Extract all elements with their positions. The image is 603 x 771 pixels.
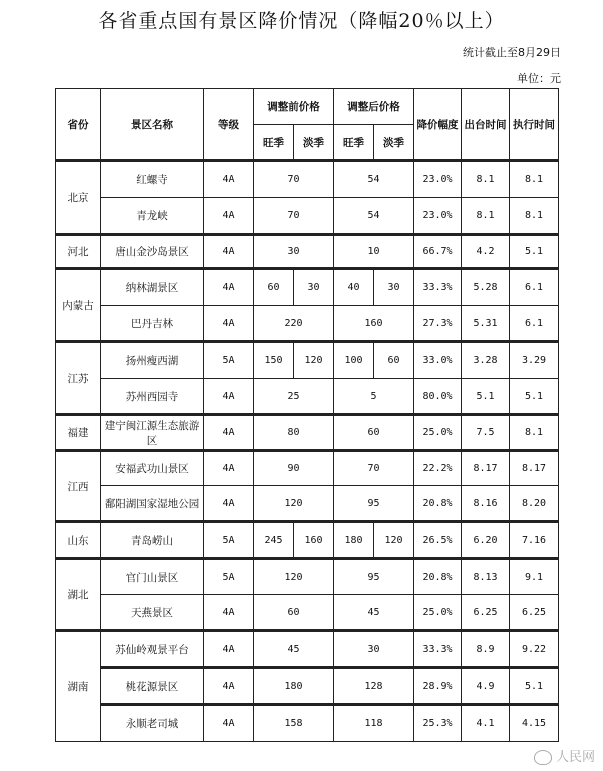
execute-date: 8.20	[510, 486, 559, 522]
execute-date: 8.17	[510, 451, 559, 486]
before-price: 90	[254, 451, 334, 486]
drop-rate: 23.0%	[414, 198, 462, 235]
drop-rate: 25.0%	[414, 595, 462, 631]
header-grade: 等级	[204, 89, 254, 161]
announce-date: 5.31	[462, 306, 510, 342]
scenic-name: 官门山景区	[101, 559, 204, 595]
province-cell: 湖南	[56, 631, 101, 742]
table-row	[56, 522, 559, 559]
execute-date: 3.29	[510, 342, 559, 379]
scenic-name: 安福武功山景区	[101, 451, 204, 486]
header-after-peak: 旺季	[334, 125, 374, 161]
before-price: 70	[254, 198, 334, 235]
after-price: 54	[334, 198, 414, 235]
table-row	[56, 451, 559, 486]
execute-date: 8.1	[510, 415, 559, 451]
drop-rate: 23.0%	[414, 161, 462, 198]
table-row	[56, 161, 559, 198]
drop-rate: 27.3%	[414, 306, 462, 342]
drop-rate: 20.8%	[414, 486, 462, 522]
scenic-name: 永顺老司城	[101, 705, 204, 742]
table-row	[56, 559, 559, 595]
execute-date: 6.1	[510, 269, 559, 306]
grade: 4A	[204, 451, 254, 486]
grade: 4A	[204, 631, 254, 668]
execute-date: 9.1	[510, 559, 559, 595]
province-cell: 内蒙古	[56, 269, 101, 342]
before-price: 70	[254, 161, 334, 198]
drop-rate: 33.3%	[414, 269, 462, 306]
announce-date: 5.1	[462, 379, 510, 415]
province-cell: 江苏	[56, 342, 101, 415]
drop-rate: 28.9%	[414, 668, 462, 705]
drop-rate: 20.8%	[414, 559, 462, 595]
grade: 4A	[204, 379, 254, 415]
scenic-name: 桃花源景区	[101, 668, 204, 705]
table-row	[56, 379, 559, 415]
announce-date: 5.28	[462, 269, 510, 306]
before-peak-price: 245	[254, 522, 294, 559]
after-peak-price: 40	[334, 269, 374, 306]
grade: 4A	[204, 668, 254, 705]
execute-date: 6.1	[510, 306, 559, 342]
before-off-price: 160	[294, 522, 334, 559]
province-cell: 福建	[56, 415, 101, 451]
grade: 4A	[204, 198, 254, 235]
table-row	[56, 668, 559, 705]
announce-date: 8.16	[462, 486, 510, 522]
before-price: 60	[254, 595, 334, 631]
scenic-name: 纳林湖景区	[101, 269, 204, 306]
grade: 4A	[204, 595, 254, 631]
drop-rate: 66.7%	[414, 235, 462, 269]
execute-date: 8.1	[510, 198, 559, 235]
province-cell: 山东	[56, 522, 101, 559]
announce-date: 8.1	[462, 161, 510, 198]
table-row	[56, 486, 559, 522]
header-after-price: 调整后价格	[334, 89, 414, 125]
after-peak-price: 100	[334, 342, 374, 379]
announce-date: 6.25	[462, 595, 510, 631]
execute-date: 4.15	[510, 705, 559, 742]
drop-rate: 25.3%	[414, 705, 462, 742]
drop-rate: 26.5%	[414, 522, 462, 559]
table-row	[56, 595, 559, 631]
table-row	[56, 235, 559, 269]
province-cell: 河北	[56, 235, 101, 269]
announce-date: 4.9	[462, 668, 510, 705]
grade: 4A	[204, 161, 254, 198]
grade: 4A	[204, 415, 254, 451]
province-cell: 北京	[56, 161, 101, 235]
announce-date: 8.9	[462, 631, 510, 668]
after-price: 5	[334, 379, 414, 415]
weibo-logo-icon	[534, 750, 552, 765]
after-price: 45	[334, 595, 414, 631]
announce-date: 6.20	[462, 522, 510, 559]
page-title: 各省重点国有景区降价情况（降幅20％以上）	[98, 10, 505, 32]
before-price: 120	[254, 486, 334, 522]
unit-label: 单位：元	[517, 72, 561, 85]
execute-date: 5.1	[510, 235, 559, 269]
announce-date: 8.13	[462, 559, 510, 595]
announce-date: 8.1	[462, 198, 510, 235]
grade: 5A	[204, 342, 254, 379]
header-province: 省份	[56, 89, 101, 161]
stat-date: 统计截止至8月29日	[463, 46, 561, 59]
drop-rate: 22.2%	[414, 451, 462, 486]
grade: 5A	[204, 522, 254, 559]
header-announce: 出台时间	[462, 89, 510, 161]
grade: 4A	[204, 486, 254, 522]
announce-date: 8.17	[462, 451, 510, 486]
after-price: 70	[334, 451, 414, 486]
province-cell: 湖北	[56, 559, 101, 631]
header-before-peak: 旺季	[254, 125, 294, 161]
scenic-name: 扬州瘦西湖	[101, 342, 204, 379]
scenic-name: 唐山金沙岛景区	[101, 235, 204, 269]
header-before-off: 淡季	[294, 125, 334, 161]
scenic-name: 鄱阳湖国家湿地公园	[101, 486, 204, 522]
grade: 4A	[204, 306, 254, 342]
table-row	[56, 631, 559, 668]
after-price: 160	[334, 306, 414, 342]
price-table	[55, 88, 559, 742]
execute-date: 5.1	[510, 668, 559, 705]
after-price: 128	[334, 668, 414, 705]
announce-date: 7.5	[462, 415, 510, 451]
scenic-name: 天燕景区	[101, 595, 204, 631]
announce-date: 4.2	[462, 235, 510, 269]
table-row	[56, 306, 559, 342]
before-price: 180	[254, 668, 334, 705]
after-price: 118	[334, 705, 414, 742]
before-peak-price: 60	[254, 269, 294, 306]
before-off-price: 120	[294, 342, 334, 379]
before-price: 45	[254, 631, 334, 668]
drop-rate: 33.0%	[414, 342, 462, 379]
announce-date: 4.1	[462, 705, 510, 742]
watermark-text: 人民网	[555, 750, 595, 765]
province-cell: 江西	[56, 451, 101, 522]
after-price: 54	[334, 161, 414, 198]
scenic-name: 青岛崂山	[101, 522, 204, 559]
before-off-price: 30	[294, 269, 334, 306]
execute-date: 6.25	[510, 595, 559, 631]
grade: 4A	[204, 705, 254, 742]
after-price: 10	[334, 235, 414, 269]
after-price: 95	[334, 486, 414, 522]
header-after-off: 淡季	[374, 125, 414, 161]
after-price: 95	[334, 559, 414, 595]
drop-rate: 33.3%	[414, 631, 462, 668]
table-row	[56, 705, 559, 742]
header-before-price: 调整前价格	[254, 89, 334, 125]
scenic-name: 巴丹吉林	[101, 306, 204, 342]
execute-date: 8.1	[510, 161, 559, 198]
after-off-price: 30	[374, 269, 414, 306]
before-price: 220	[254, 306, 334, 342]
header-drop: 降价幅度	[414, 89, 462, 161]
scenic-name: 苏仙岭观景平台	[101, 631, 204, 668]
execute-date: 5.1	[510, 379, 559, 415]
before-peak-price: 150	[254, 342, 294, 379]
scenic-name: 建宁闽江源生态旅游区	[101, 415, 204, 451]
grade: 4A	[204, 269, 254, 306]
announce-date: 3.28	[462, 342, 510, 379]
after-price: 60	[334, 415, 414, 451]
drop-rate: 25.0%	[414, 415, 462, 451]
before-price: 80	[254, 415, 334, 451]
after-off-price: 60	[374, 342, 414, 379]
after-price: 30	[334, 631, 414, 668]
after-off-price: 120	[374, 522, 414, 559]
before-price: 30	[254, 235, 334, 269]
before-price: 120	[254, 559, 334, 595]
execute-date: 7.16	[510, 522, 559, 559]
table-row	[56, 415, 559, 451]
before-price: 158	[254, 705, 334, 742]
execute-date: 9.22	[510, 631, 559, 668]
table-row	[56, 342, 559, 379]
before-price: 25	[254, 379, 334, 415]
watermark	[534, 746, 595, 765]
scenic-name: 苏州西园寺	[101, 379, 204, 415]
header-scenic-name: 景区名称	[101, 89, 204, 161]
grade: 4A	[204, 235, 254, 269]
table-row	[56, 198, 559, 235]
scenic-name: 青龙峡	[101, 198, 204, 235]
scenic-name: 红螺寺	[101, 161, 204, 198]
table-row	[56, 269, 559, 306]
header-execute: 执行时间	[510, 89, 559, 161]
grade: 5A	[204, 559, 254, 595]
drop-rate: 80.0%	[414, 379, 462, 415]
after-peak-price: 180	[334, 522, 374, 559]
